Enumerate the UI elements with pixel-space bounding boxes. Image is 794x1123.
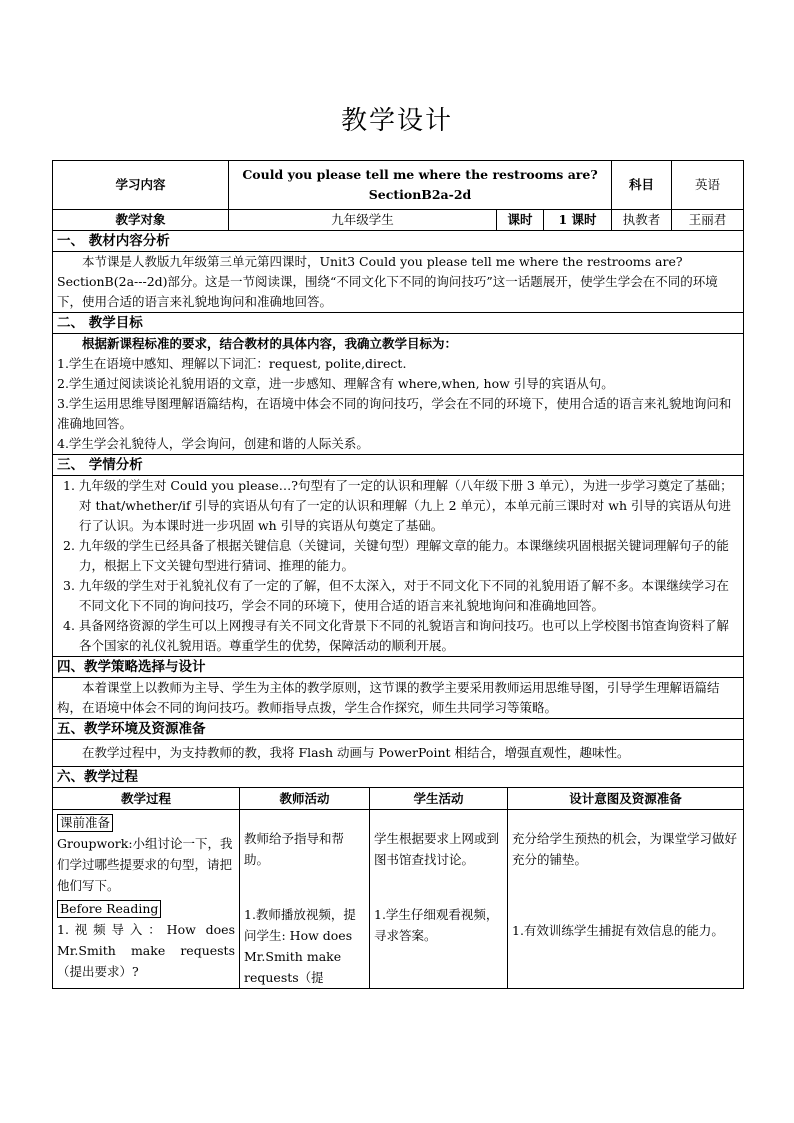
- process-cell: [53, 810, 240, 989]
- hours-label: 课时: [497, 210, 544, 231]
- process-text: Groupwork:小组讨论一下，我们学过哪些提要求的句型，请把他们写下。: [57, 836, 233, 893]
- hours-value: 1 课时: [544, 210, 612, 231]
- lesson-title: [229, 161, 612, 210]
- process-table: [52, 787, 744, 989]
- section-4-text: 本着课堂上以教师为主导、学生为主体的教学原则，这节课的教学主要采用教师运用思维导图，引导学生理解语篇结构，在语境中体会不同的询问技巧。教师指导点拨，学生合作探究，师生共同学习等策略。: [53, 678, 744, 719]
- process-header: 教学过程: [53, 788, 240, 810]
- lesson-plan-table: [52, 160, 743, 989]
- subject-value: 英语: [672, 161, 744, 210]
- intent-cell: [508, 810, 744, 989]
- analysis-item: 1. 九年级的学生对 Could you please…?句型有了一定的认识和理解（八年级下册 3 单元），为进一步学习奠定了基础；对 that/whether/if 引导的宾语从句有了一定的认识和理解（九上 2 单元），本单元前三课时对 wh 引导的宾语从句进行了认识。为本课时进一步巩固 wh 引导的宾语从句奠定了基础。: [63, 478, 733, 533]
- student-activity-text: 学生根据要求上网或到图书馆查找讨论。: [374, 831, 500, 867]
- analysis-item: 2. 九年级的学生已经具备了根据关键信息（关键词，关键句型）理解文章的能力。本课继续巩固根据关键词理解句子的能力，根据上下文关键句型进行猜词、推理的能力。: [63, 538, 729, 573]
- subject-label: 科目: [612, 161, 672, 210]
- teacher-label: 执教者: [612, 210, 672, 231]
- section-2-intro: 根据新课程标准的要求，结合教材的具体内容，我确立教学目标为：: [82, 336, 458, 351]
- phase-tag-pre-class: 课前准备: [57, 814, 113, 832]
- student-activity-cell: [370, 810, 508, 989]
- goal-item: 3.学生运用思维导图理解语篇结构，在语境中体会不同的询问技巧，学会在不同的环境下，使用合适的语言来礼貌地询问和准确地回答。: [57, 396, 732, 431]
- section-3-body: [53, 476, 744, 657]
- analysis-item: 3. 九年级的学生对于礼貌礼仪有了一定的了解，但不太深入，对于不同文化下不同的礼貌用语了解不多。本课继续学习在不同文化下不同的询问技巧，学会不同的环境下，使用合适的语言来礼貌地询问和准确地回答。: [63, 578, 729, 613]
- teacher-activity-text: 1.教师播放视频，提问学生: How does Mr.Smith make requests（提: [244, 907, 356, 985]
- student-activity-header: 学生活动: [370, 788, 508, 810]
- section-1-text: 本节课是人教版九年级第三单元第四课时，Unit3 Could you please tell me where the restrooms are? SectionB(2a---2d)部分。这是一节阅读课，围绕“不同文化下不同的询问技巧”这一话题展开，使学生学会在不同的环境下，使用合适的语言来礼貌地询问和准确地回答。: [53, 252, 744, 313]
- section-6-title: 六、教学过程: [53, 767, 744, 788]
- intent-header: 设计意图及资源准备: [508, 788, 744, 810]
- object-label: 教学对象: [53, 210, 229, 231]
- teacher-value: 王丽君: [672, 210, 744, 231]
- section-1-title: 一、 教材内容分析: [53, 231, 744, 252]
- teacher-activity-cell: [240, 810, 370, 989]
- intent-text: 充分给学生预热的机会，为课堂学习做好充分的铺垫。: [512, 831, 738, 867]
- section-5-title: 五、教学环境及资源准备: [53, 719, 744, 740]
- goal-item: 2.学生通过阅读谈论礼貌用语的文章，进一步感知、理解含有 where,when, how 引导的宾语从句。: [57, 376, 614, 391]
- section-2-body: [53, 334, 744, 455]
- content-label: 学习内容: [53, 161, 229, 210]
- student-activity-text: 1.学生仔细观看视频，寻求答案。: [374, 907, 499, 943]
- document-title: 教学设计: [340, 106, 453, 136]
- goal-item: 4.学生学会礼貌待人，学会询问，创建和谐的人际关系。: [57, 436, 369, 451]
- section-3-title: 三、 学情分析: [53, 455, 744, 476]
- phase-tag-before-reading: Before Reading: [57, 900, 161, 918]
- section-5-text: 在教学过程中，为支持教师的教，我将 Flash 动画与 PowerPoint 相结合，增强直观性，趣味性。: [53, 740, 744, 767]
- object-value: 九年级学生: [229, 210, 497, 231]
- analysis-item: 4. 具备网络资源的学生可以上网搜寻有关不同文化背景下不同的礼貌语言和询问技巧。也可以上学校图书馆查询资料了解各个国家的礼仪礼貌用语。尊重学生的优势，保障活动的顺利开展。: [63, 618, 729, 653]
- lesson-title-line2: SectionB2a-2d: [368, 187, 472, 202]
- teacher-activity-text: 教师给予指导和帮助。: [244, 831, 345, 867]
- section-2-title: 二、 教学目标: [53, 313, 744, 334]
- section-4-title: 四、教学策略选择与设计: [53, 657, 744, 678]
- intent-text: 1.有效训练学生捕捉有效信息的能力。: [512, 923, 724, 938]
- teacher-activity-header: 教师活动: [240, 788, 370, 810]
- process-text: 1.视频导入：How does Mr.Smith make requests（提出要求）?: [57, 922, 235, 979]
- goal-item: 1.学生在语境中感知、理解以下词汇：request, polite,direct.: [57, 356, 407, 371]
- lesson-title-line1: Could you please tell me where the restrooms are?: [242, 167, 598, 182]
